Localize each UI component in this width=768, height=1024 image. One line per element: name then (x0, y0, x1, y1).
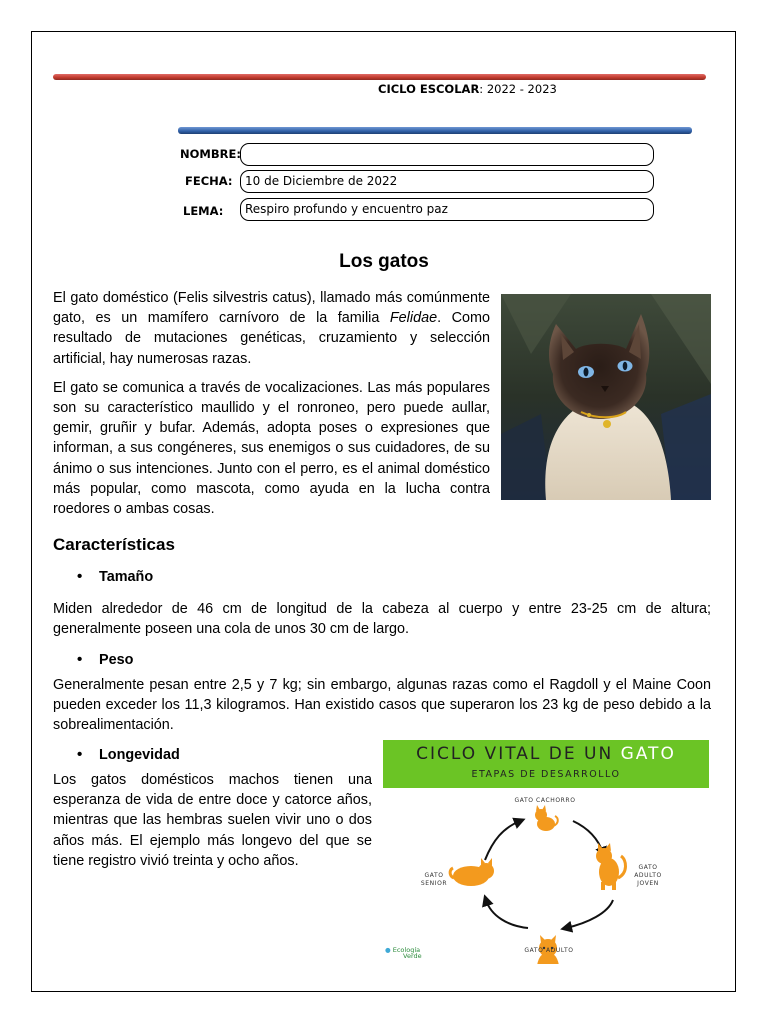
longevidad-text: Los gatos domésticos machos tienen una esperanza de vida de entre doce y catorce años, mientras que las hembras suelen vivir uno o dos años más. El ejemplo más longevo del que se tiene registro vivió treinta y ocho años. (53, 772, 372, 869)
lema-field[interactable]: Respiro profundo y encuentro paz (240, 198, 654, 221)
cycle-arrow-4 (486, 900, 528, 928)
infographic-title-accent: GATO (620, 744, 676, 764)
fecha-label: FECHA: (185, 174, 233, 188)
stage-label-young-adult (631, 864, 665, 888)
siamese-cat-photo (501, 294, 711, 500)
cycle-arrow-1 (485, 821, 520, 860)
bullet-longevidad-label: Longevidad (99, 747, 180, 763)
young-adult-cat-icon (596, 843, 626, 890)
article-title: Los gatos (339, 251, 429, 272)
stage-label-senior-line2: SENIOR (420, 880, 448, 887)
stage-label-young-adult-line3: JOVEN (637, 880, 659, 887)
stage-label-kitten: GATO CACHORRO (514, 797, 576, 804)
brand-line1: Ecología (392, 946, 421, 954)
bullet-tamano (77, 568, 154, 585)
stage-label-adult: GATO ADULTO (524, 947, 574, 954)
kitten-cat-icon (535, 805, 558, 831)
school-cycle-value: : 2022 - 2023 (479, 82, 557, 96)
bullet-dot: • (77, 568, 83, 585)
stage-label-young-adult-line1: GATO (638, 864, 658, 871)
intro-paragraph-1 (53, 288, 490, 369)
stage-label-senior-line1: GATO (424, 872, 444, 879)
tamano-text: Miden alrededor de 46 cm de longitud de la cabeza al cuerpo y entre 23-25 cm de altura; generalmente poseen una cola de unos 30 cm de largo. (53, 601, 711, 638)
peso-text: Generalmente pesan entre 2,5 y 7 kg; sin embargo, algunas razas como el Ragdoll y el Maine Coon pueden exceder los 11,3 kilogramos. Han existido casos que superaron los 23 kg de peso debido a la sobrealimentación. (53, 677, 711, 734)
bullet-peso (77, 651, 134, 668)
stage-label-senior (417, 872, 451, 888)
bullet-peso-label: Peso (99, 652, 134, 668)
infographic-subtitle: ETAPAS DE DESARROLLO (471, 769, 621, 780)
stage-label-young-adult-line2: ADULTO (634, 872, 662, 879)
life-cycle-infographic (383, 740, 709, 964)
senior-cat-icon (450, 858, 494, 886)
school-cycle (378, 82, 557, 96)
fecha-field[interactable]: 10 de Diciembre de 2022 (240, 170, 654, 193)
bullet-longevidad (77, 746, 180, 763)
felidae-italic: Felidae (389, 310, 438, 327)
bullet-dot: • (77, 746, 83, 763)
intro-p1-text-end: . Como resultado de mutaciones genéticas, cruzamiento y selección artificial, hay numerosas razas. (53, 310, 490, 367)
bullet-dot: • (77, 651, 83, 668)
intro-text (53, 288, 490, 519)
red-header-bar (53, 74, 706, 80)
infographic-title (383, 744, 709, 764)
bullet-tamano-label: Tamaño (99, 569, 154, 585)
nombre-label: NOMBRE: (180, 147, 241, 161)
intro-p1-text: El gato doméstico (Felis silvestris catus), llamado más comúnmente gato, es un mamífero carnívoro de la familia (53, 290, 490, 327)
section-heading-caracteristicas: Características (53, 535, 175, 554)
intro-paragraph-2: El gato se comunica a través de vocalizaciones. Las más populares son su característico maullido y el ronroneo, pero puede aullar, gemir, gruñir y bufar. Además, adopta poses o expresiones que informan, a sus congéneres, sus enemigos o sus cuidadores, de su ánimo o sus intenciones. Junto con el perro, es el animal doméstico más popular, como mascota, como ayuda en la lucha contra roedores o ambas cosas. (53, 379, 490, 518)
infographic-title-main: CICLO VITAL DE UN (416, 744, 621, 764)
cycle-arrow-3 (566, 900, 613, 928)
nombre-field[interactable] (240, 143, 654, 166)
school-cycle-label: CICLO ESCOLAR (378, 82, 480, 96)
lema-label: LEMA: (183, 204, 224, 218)
ecologia-verde-logo: ● Ecología Verde (385, 946, 422, 960)
blue-header-bar (178, 127, 692, 134)
brand-line2: Verde (403, 952, 422, 960)
